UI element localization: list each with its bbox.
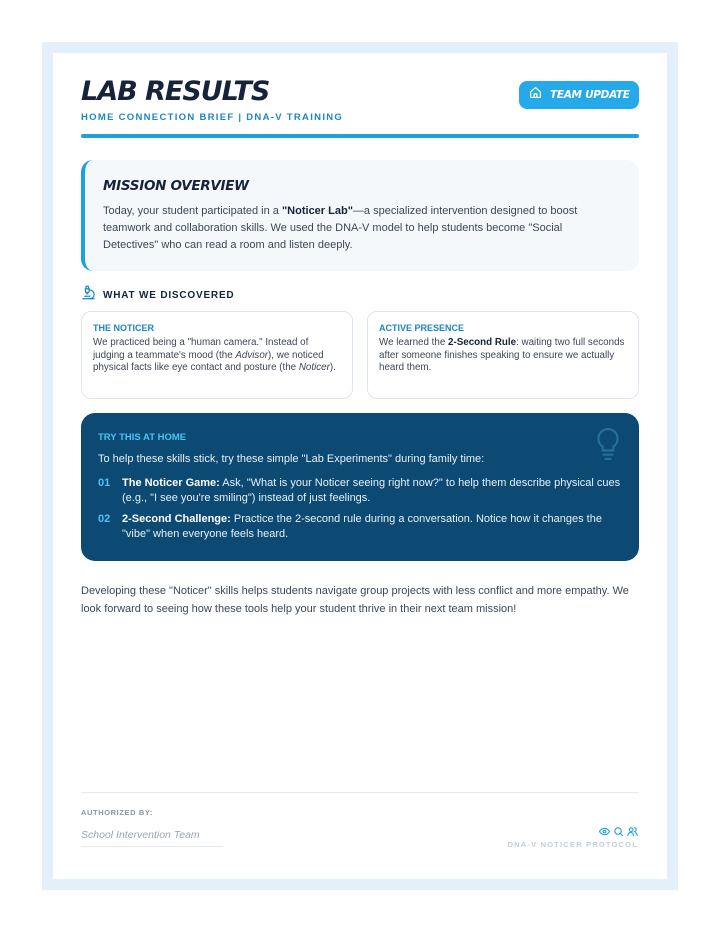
step-item	[98, 476, 622, 505]
header-divider	[81, 134, 639, 138]
step-text: 2-Second Challenge: Practice the 2-second rule during a conversation. Notice how it changes the "vibe" when everyone feels heard.	[122, 513, 602, 540]
signature: School Intervention Team	[81, 829, 223, 847]
discovered-heading: WHAT WE DISCOVERED	[103, 289, 235, 301]
try-intro: To help these skills stick, try these simple "Lab Experiments" during family time:	[98, 453, 485, 465]
noticer-card-text: We practiced being a "human camera." Instead of judging a teammate's mood (the Advisor), we noticed physical facts like eye contact and posture (the Noticer).	[93, 337, 336, 374]
home-icon	[529, 86, 542, 104]
microscope-icon	[81, 285, 96, 305]
team-update-button[interactable]	[519, 81, 639, 109]
mission-overview-card	[81, 160, 639, 271]
noticer-card	[81, 311, 353, 399]
active-presence-text: We learned the 2-Second Rule: waiting two full seconds after someone finishes speaking to ensure we actually heard them.	[379, 337, 625, 374]
protocol-label: DNA-V NOTICER PROTOCOL	[507, 840, 638, 849]
step-number: 02	[98, 513, 111, 525]
try-heading: TRY THIS AT HOME	[98, 432, 187, 443]
authorized-label: AUTHORIZED BY:	[81, 808, 154, 817]
page-subtitle: HOME CONNECTION BRIEF | DNA-V TRAINING	[81, 112, 344, 123]
mission-text: Today, your student participated in a "Noticer Lab"—a specialized intervention designed to boost teamwork and collaboration skills. We used the DNA-V model to help students become "Social Detectives" who can read a room and listen deeply.	[103, 205, 578, 251]
lightbulb-icon	[595, 427, 621, 466]
active-presence-title: ACTIVE PRESENCE	[379, 323, 465, 333]
discovered-section-header	[81, 285, 234, 305]
team-update-label: TEAM UPDATE	[550, 89, 630, 101]
mission-heading: MISSION OVERVIEW	[103, 178, 249, 194]
closing-paragraph: Developing these "Noticer" skills helps students navigate group projects with less conflict and more empathy. We look forward to seeing how these tools help your student thrive in their next team mission!	[81, 585, 629, 615]
step-text: The Noticer Game: Ask, "What is your Noticer seeing right now?" to help them describe physical cues (e.g., "I see you're smiling") instead of just feelings.	[122, 477, 621, 504]
step-number: 01	[98, 477, 111, 489]
step-item	[98, 512, 622, 541]
page-title: LAB RESULTS	[81, 76, 270, 107]
footer-divider	[81, 792, 639, 793]
try-at-home-panel	[81, 413, 639, 561]
active-presence-card	[367, 311, 639, 399]
noticer-card-title: THE NOTICER	[93, 323, 155, 333]
